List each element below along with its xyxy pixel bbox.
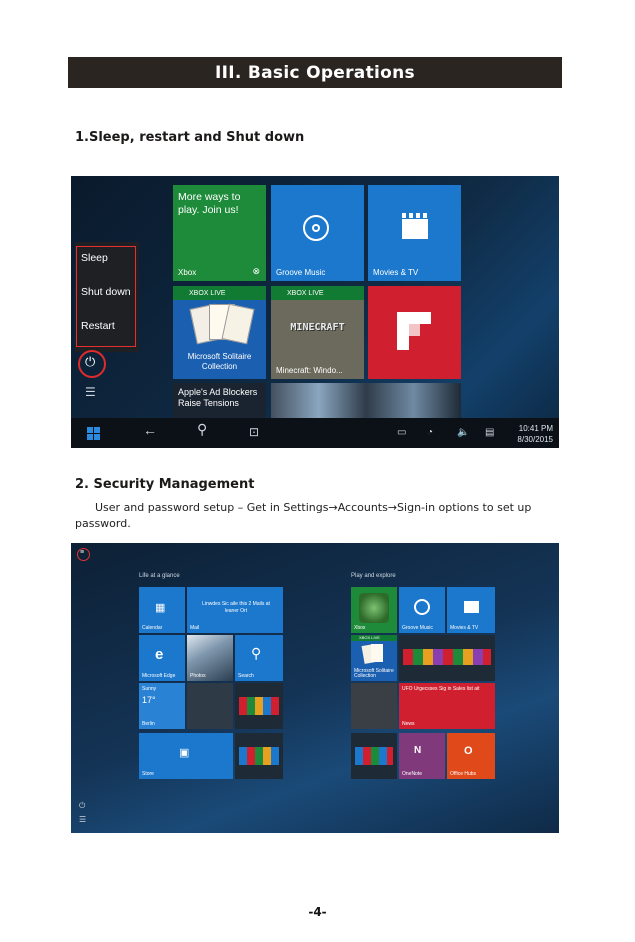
tile-onenote[interactable]: N OneNote xyxy=(399,733,445,779)
group-title: Play and explore xyxy=(351,573,396,579)
security-paragraph: User and password setup – Get in Settings→Accounts→Sign-in options to set up password. xyxy=(75,501,532,530)
tile-news[interactable]: Apple's Ad Blockers Raise Tensions xyxy=(173,383,266,419)
chapter-header xyxy=(68,57,562,88)
all-apps-icon[interactable]: ☰ xyxy=(79,815,87,824)
store-bag-icon: ▣ xyxy=(179,747,190,759)
taskbar xyxy=(71,418,559,448)
tile-xbox[interactable]: More ways to play. Join us! Xbox ⊗ xyxy=(173,185,266,281)
tile-xbox[interactable]: Xbox xyxy=(351,587,397,633)
tile-movies-tv[interactable]: Movies & TV xyxy=(368,185,461,281)
group-title: Life at a glance xyxy=(139,573,180,579)
office-icon: O xyxy=(464,745,473,757)
wifi-icon[interactable]: ◔ xyxy=(427,427,434,438)
tile-people[interactable] xyxy=(187,683,233,729)
tile-weather[interactable]: Sunny 17° Berlin xyxy=(139,683,185,729)
calendar-icon: ▦ xyxy=(155,602,166,614)
tile-flipboard[interactable] xyxy=(368,286,461,379)
tile-app-folder[interactable] xyxy=(235,733,283,779)
all-apps-icon[interactable]: ☰ xyxy=(85,385,96,399)
groove-icon xyxy=(414,599,430,615)
flipboard-icon xyxy=(397,312,431,350)
tile-movies-tv[interactable]: Movies & TV xyxy=(447,587,495,633)
tile-news[interactable]: UFO Urgecsses Sig in Sales list ait News xyxy=(399,683,495,729)
search-icon: ⚲ xyxy=(251,645,262,661)
section-heading-security: 2. Security Management xyxy=(75,477,255,492)
power-icon[interactable]: ⏻ xyxy=(79,801,86,810)
section-heading-sleep: 1.Sleep, restart and Shut down xyxy=(75,130,305,145)
taskbar-clock[interactable]: 10:41 PM 8/30/2015 xyxy=(517,424,553,444)
windows-start-icon[interactable] xyxy=(87,427,100,440)
tile-groove-music[interactable]: Groove Music xyxy=(399,587,445,633)
tile-solitaire[interactable]: XBOX LIVE Microsoft Solitaire Collection xyxy=(351,635,397,681)
notifications-icon[interactable]: ▤ xyxy=(485,427,495,438)
tile-groove-music[interactable]: Groove Music xyxy=(271,185,364,281)
tile-app-folder[interactable] xyxy=(235,683,283,729)
tile-edge[interactable]: e Microsoft Edge xyxy=(139,635,185,681)
groove-icon xyxy=(303,215,329,241)
tile-minecraft[interactable]: XBOX LIVE MINECRAFT Minecraft: Windo... xyxy=(271,286,364,379)
hamburger-icon[interactable]: ≡ xyxy=(80,549,85,556)
tile-store[interactable]: ▣ Store xyxy=(139,733,233,779)
tile-calendar[interactable]: ▦ Calendar xyxy=(139,587,185,633)
edge-icon: e xyxy=(155,646,164,663)
tile-photo-live[interactable] xyxy=(351,683,397,729)
tile-app-folder[interactable] xyxy=(399,635,495,681)
task-view-icon[interactable]: ⊡ xyxy=(249,425,260,439)
volume-icon[interactable]: 🔈 xyxy=(457,427,470,438)
menu-item-shut-down[interactable]: Shut down xyxy=(81,286,131,298)
menu-item-sleep[interactable]: Sleep xyxy=(81,252,108,264)
tile-photos[interactable]: Photos xyxy=(187,635,233,681)
clapperboard-icon xyxy=(402,219,428,239)
start-menu-screenshot xyxy=(71,176,559,448)
chapter-title: III. Basic Operations xyxy=(215,62,415,83)
clapperboard-icon xyxy=(464,601,479,613)
tile-solitaire[interactable]: XBOX LIVE Microsoft Solitaire Collection xyxy=(173,286,266,379)
tile-app-folder[interactable] xyxy=(351,733,397,779)
search-icon[interactable]: ⚲ xyxy=(197,421,208,437)
tile-photo[interactable] xyxy=(271,383,461,419)
tile-office[interactable]: O Office Hubs xyxy=(447,733,495,779)
start-screen-screenshot xyxy=(71,543,559,833)
page-number: -4- xyxy=(308,905,327,919)
back-arrow-icon[interactable]: ← xyxy=(143,422,157,438)
xbox-icon: ⊗ xyxy=(252,266,260,276)
power-icon[interactable]: ⏻ xyxy=(85,354,96,369)
battery-icon[interactable]: ▭ xyxy=(397,427,407,438)
tile-mail[interactable]: Linwdes Sic aile this 2 Mails at leaner Ort Mail xyxy=(187,587,283,633)
onenote-icon: N xyxy=(414,745,422,756)
menu-item-restart[interactable]: Restart xyxy=(81,320,115,332)
tile-search[interactable]: ⚲ Search xyxy=(235,635,283,681)
